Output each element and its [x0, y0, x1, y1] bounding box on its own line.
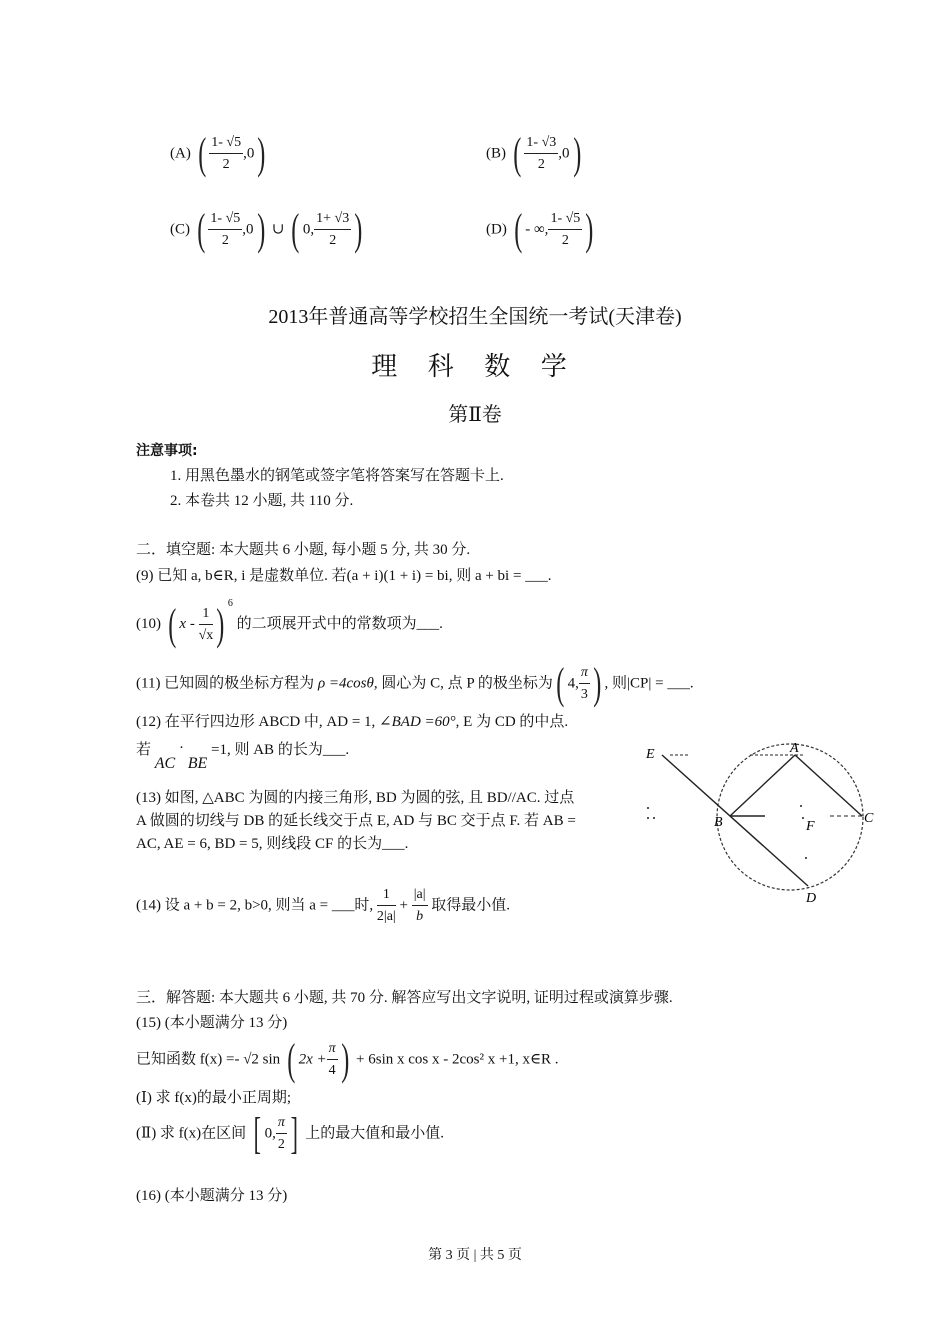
question-text: AC, AE = 6, BD = 5, 则线段 CF 的长为___.	[136, 836, 409, 852]
fraction-numerator: 1- √5	[548, 210, 582, 230]
choice-tail: ,0	[558, 145, 570, 162]
question-text: (14) 设 a + b = 2, b>0, 则当 a = ___时,	[136, 897, 374, 914]
question-13	[136, 787, 576, 856]
choice-tail: ,0	[242, 221, 254, 238]
choice-head: 0,	[302, 221, 315, 238]
question-15-function: 已知函数 f(x) =- √2 sin ( 2x + $\frac{\pi}{4}$ ) + 6sin x cos x - 2cos² x +1, x∈R .	[136, 1035, 559, 1084]
choice-b: (B) ( $\frac{1- √3}{2}$ ,0)	[486, 129, 581, 178]
fraction-denominator: 4	[328, 1063, 336, 1078]
question-text: 若	[136, 742, 152, 758]
vector-be: BE	[187, 755, 208, 772]
fraction-denominator: 2	[277, 1137, 285, 1152]
question-text: A 做圆的切线与 DB 的延长线交于点 E, AD 与 BC 交于点 F. 若 AB =	[136, 813, 576, 829]
label-a: A	[790, 741, 799, 756]
union-symbol: ∪	[271, 221, 285, 238]
fraction-denominator: 3	[580, 687, 588, 702]
fraction-denominator: √x	[198, 627, 214, 643]
note-item: 2. 本卷共 12 小题, 共 110 分.	[170, 493, 354, 509]
fraction-numerator: 1	[377, 886, 396, 906]
question-12-line2	[136, 738, 350, 772]
choice-c: (C) ( $\frac{1- √5}{2}$ ,0) ∪ ( 0, $\frac{1+ √3}{2}$ )	[170, 205, 363, 254]
angle-expression: ∠BAD =60°	[379, 714, 456, 730]
question-15-title: (15) (本小题满分 13 分)	[136, 1015, 288, 1031]
question-15-part-ii: (Ⅱ) 求 f(x)在区间 [ 0, $\frac{\pi}{2}$ ] 上的最大值和最小值.	[136, 1109, 445, 1158]
question-text: , 圆心为 C, 点 P 的极坐标为	[373, 675, 553, 692]
fraction-denominator: b	[416, 909, 424, 924]
fraction-denominator: 2	[537, 157, 545, 172]
line-ed	[662, 755, 808, 886]
fraction-numerator: 1	[199, 605, 214, 625]
fraction-numerator: |a|	[412, 886, 428, 906]
choice-label: (B)	[486, 145, 506, 162]
question-text: =1, 则 AB 的长为___.	[211, 742, 350, 758]
interval-head: 0,	[264, 1125, 276, 1142]
question-text: 上的最大值和最小值.	[305, 1125, 445, 1142]
fraction-numerator: π	[579, 664, 590, 684]
question-15-part-i: (Ⅰ) 求 f(x)的最小正周期;	[136, 1090, 292, 1106]
line-ac	[795, 755, 862, 816]
label-d: D	[806, 891, 817, 906]
question-16-title: (16) (本小题满分 13 分)	[136, 1188, 288, 1204]
notes-heading: 注意事项:	[136, 443, 198, 459]
choice-d: (D) ( - ∞, $\frac{1- √5}{2}$ )	[486, 205, 594, 254]
question-text: (13) 如图, △ABC 为圆的内接三角形, BD 为圆的弦, 且 BD//AC. 过点	[136, 790, 575, 806]
question-text: (12) 在平行四边形 ABCD 中, AD = 1,	[136, 714, 376, 730]
fraction-numerator: 1+ √3	[314, 210, 351, 230]
fraction-numerator: π	[327, 1040, 338, 1060]
math-term: x -	[179, 616, 195, 632]
choice-label: (A)	[170, 145, 191, 162]
question-text: (Ⅱ) 求 f(x)在区间	[136, 1125, 247, 1142]
subject-title: 理 科 数 学	[371, 352, 579, 381]
fraction-numerator: 1- √3	[524, 134, 558, 154]
function-def: + 6sin x cos x - 2cos² x +1, x∈R .	[356, 1051, 559, 1068]
choice-head: - ∞,	[525, 221, 549, 238]
fraction-denominator: 2	[221, 233, 229, 248]
fraction-denominator: 2|a|	[376, 909, 396, 924]
fraction-denominator: 2	[222, 157, 230, 172]
question-11: (11) 已知圆的极坐标方程为 ρ =4cosθ, 圆心为 C, 点 P 的极坐标为( 4, $\frac{\pi}{3}$ ) , 则|CP| = ___.	[136, 659, 694, 708]
point-head: 4,	[567, 675, 579, 692]
question-text: 的二项展开式中的常数项为___.	[236, 616, 443, 632]
question-text: 取得最小值.	[431, 897, 511, 914]
label-c: C	[864, 811, 874, 826]
choice-a: (A) ( $\frac{1- √5}{2}$ ,0)	[170, 129, 266, 178]
question-number: (10)	[136, 616, 161, 632]
choice-tail: ,0	[243, 145, 255, 162]
choice-label: (D)	[486, 221, 507, 238]
circle	[717, 744, 863, 890]
page-footer: 第 3 页 | 共 5 页	[428, 1248, 522, 1263]
fraction-numerator: 1- √5	[209, 134, 243, 154]
question-text: , E 为 CD 的中点.	[455, 714, 569, 730]
note-item: 1. 用黑色墨水的钢笔或签字笔将答案写在答题卡上.	[170, 468, 504, 484]
fraction-denominator: 2	[329, 233, 337, 248]
question-text: (11) 已知圆的极坐标方程为	[136, 675, 315, 692]
exponent: 6	[227, 598, 233, 609]
vector-ac: AC	[154, 755, 176, 772]
question-9: (9) 已知 a, b∈R, i 是虚数单位. 若(a + i)(1 + i) = bi, 则 a + bi = ___.	[136, 568, 552, 584]
section-description: : 本大题共 6 小题, 每小题 5 分, 共 30 分.	[211, 542, 471, 558]
section-number: 二．填空题	[136, 542, 212, 558]
question-14	[136, 886, 510, 926]
question-10: (10) ( x - $\frac{1}{√x}$ ) $^6$ 的二项展开式中的常数项为___.	[136, 598, 443, 649]
line-ab	[730, 755, 795, 816]
fraction-denominator: 2	[561, 233, 569, 248]
question-12	[136, 710, 568, 731]
label-f: F	[806, 819, 815, 834]
math-term: 2x +	[298, 1051, 327, 1068]
label-e: E	[646, 747, 655, 762]
label-b: B	[714, 815, 723, 830]
polar-equation: ρ =4cosθ	[317, 675, 374, 692]
geometry-figure	[640, 738, 880, 908]
function-def: 已知函数 f(x) =- √2 sin	[136, 1051, 281, 1068]
question-text: , 则|CP| = ___.	[604, 675, 694, 692]
plus-operator: +	[399, 897, 408, 914]
choice-label: (C)	[170, 221, 190, 238]
dot-operator: ·	[178, 740, 184, 756]
fraction-numerator: 1- √5	[208, 210, 242, 230]
section2-heading	[136, 538, 470, 559]
fraction-numerator: π	[276, 1114, 287, 1134]
exam-title: 2013年普通高等学校招生全国统一考试(天津卷)	[268, 306, 682, 328]
section3-heading: 三．解答题: 本大题共 6 小题, 共 70 分. 解答应写出文字说明, 证明过程或演算步骤.	[136, 990, 673, 1006]
part-title: 第Ⅱ卷	[448, 404, 502, 426]
